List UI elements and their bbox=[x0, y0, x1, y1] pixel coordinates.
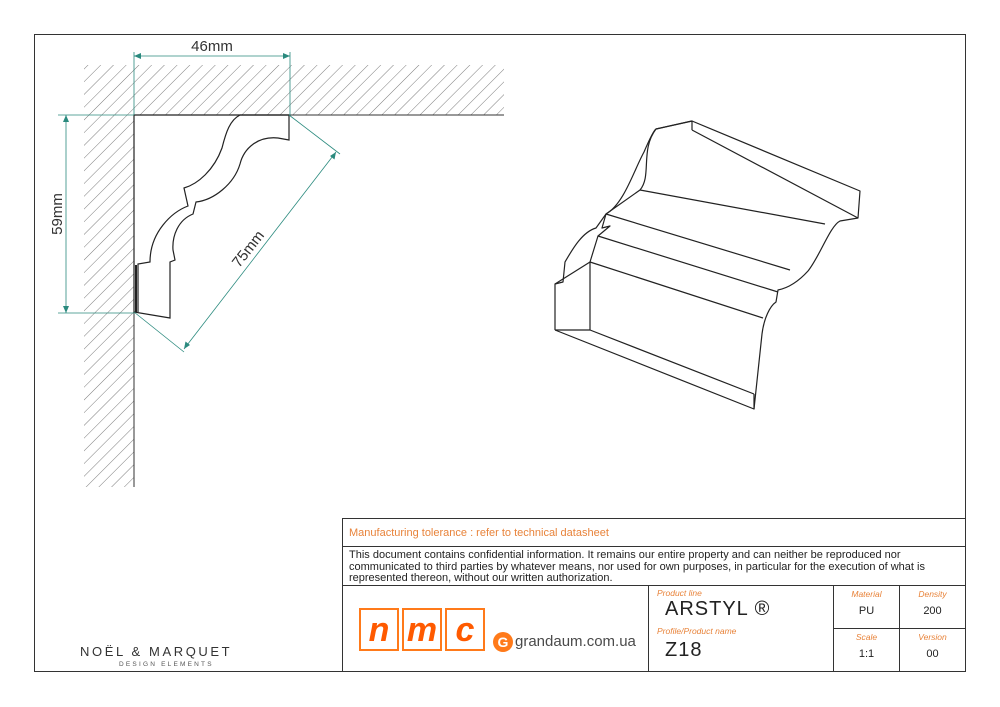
nmc-logo-m: m bbox=[402, 608, 442, 651]
grandaum-logo-icon: G bbox=[493, 632, 513, 652]
product-line-label: Product line bbox=[657, 588, 702, 598]
product-line: ARSTYL ® bbox=[665, 598, 771, 620]
product-block bbox=[649, 586, 834, 672]
nmc-logo-c: c bbox=[445, 608, 485, 651]
material-value: PU bbox=[858, 605, 875, 617]
scale-value: 1:1 bbox=[858, 648, 875, 660]
spec-grid bbox=[834, 586, 966, 672]
density-value: 200 bbox=[923, 605, 942, 617]
grandaum-site: grandaum.com.ua bbox=[515, 633, 636, 650]
dimension-height-label: 59mm bbox=[49, 193, 66, 235]
product-name-label: Profile/Product name bbox=[657, 626, 737, 636]
brand-tagline: DESIGN ELEMENTS bbox=[119, 661, 214, 668]
confidentiality-note: This document contains confidential information. It remains our entire property and can neither be reproduced nor communicated to third parties by whatever means, nor used for own purposes, in particular for the execution of what is represented thereon, without our written authorization. bbox=[342, 546, 966, 586]
density-cell: Density 200 bbox=[900, 586, 966, 629]
version-value: 00 bbox=[926, 648, 939, 660]
dimension-width-label: 46mm bbox=[191, 38, 233, 55]
product-name: Z18 bbox=[665, 639, 703, 661]
material-cell: Material PU bbox=[834, 586, 900, 629]
version-cell: Version 00 bbox=[900, 629, 966, 672]
scale-cell: Scale 1:1 bbox=[834, 629, 900, 672]
dimension-projection-label: 75mm bbox=[228, 227, 268, 271]
brand-name: NOËL & MARQUET bbox=[80, 644, 233, 659]
tolerance-note: Manufacturing tolerance : refer to technical datasheet bbox=[342, 518, 966, 546]
cornice-profile bbox=[134, 115, 289, 318]
isometric-view bbox=[555, 121, 860, 409]
nmc-logo-n: n bbox=[359, 608, 399, 651]
logo-area bbox=[342, 586, 649, 672]
